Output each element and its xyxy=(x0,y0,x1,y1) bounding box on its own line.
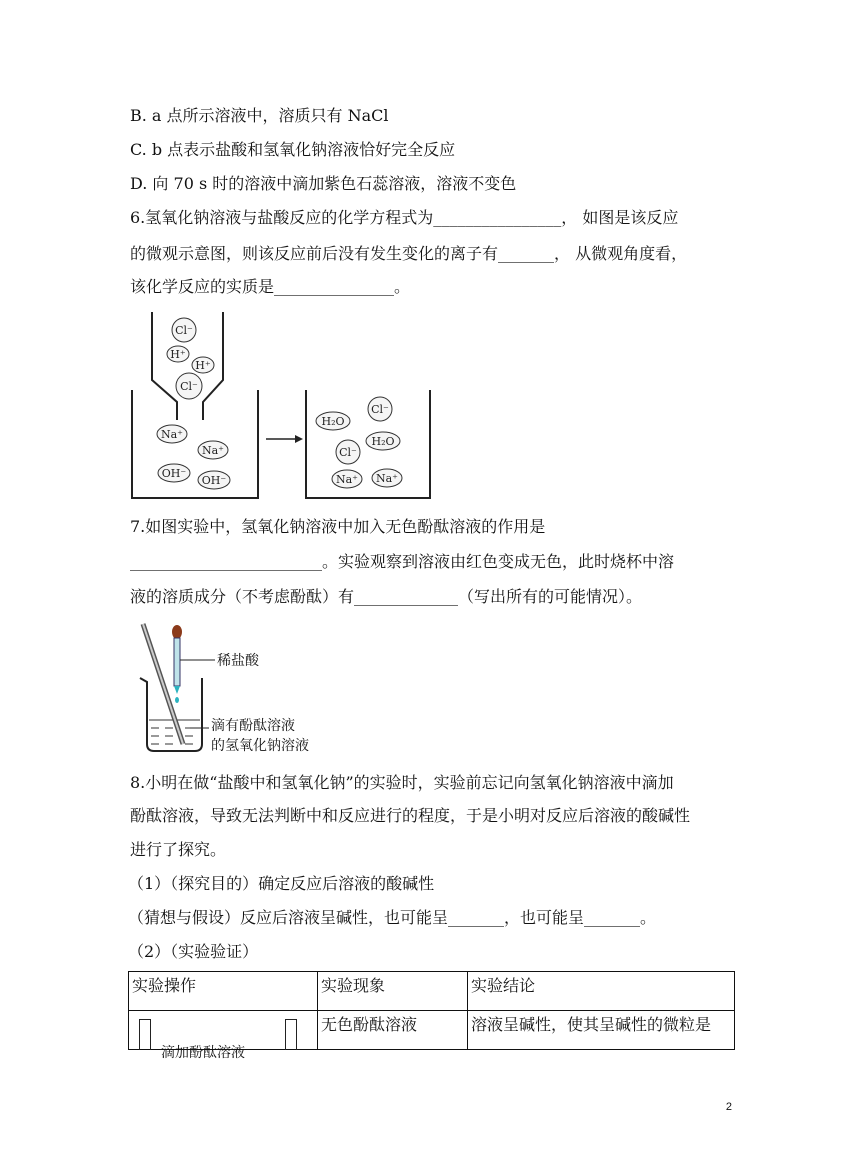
molecule-h2o-1 xyxy=(316,412,350,430)
question-6-line-3: 该化学反应的实质是_______________。 xyxy=(130,277,411,296)
question-8-part-2: （2）（实验验证） xyxy=(128,942,259,961)
svg-text:OH⁻: OH⁻ xyxy=(161,467,187,480)
question-6-line-2: 的微观示意图，则该反应前后没有发生变化的离子有_______， 从微观角度看， xyxy=(130,244,688,263)
ion-cl-3 xyxy=(368,397,392,421)
option-d: D. 向 70 s 时的溶液中滴加紫色石蕊溶液，溶液不变色 xyxy=(130,174,517,193)
cell-phenomenon: 无色酚酞溶液 xyxy=(318,1011,468,1050)
header-phenomenon: 实验现象 xyxy=(318,972,468,1011)
svg-text:Cl⁻: Cl⁻ xyxy=(180,380,198,393)
svg-text:H⁺: H⁺ xyxy=(170,348,186,361)
question-7-line-1: 7.如图实验中，氢氧化钠溶液中加入无色酚酞溶液的作用是 xyxy=(130,517,546,536)
svg-text:Cl⁻: Cl⁻ xyxy=(371,403,389,416)
question-8-hypothesis: （猜想与假设）反应后溶液呈碱性，也可能呈_______，也可能呈_______。 xyxy=(128,908,657,927)
option-b: B. a 点所示溶液中，溶质只有 NaCl xyxy=(130,106,389,125)
svg-text:OH⁻: OH⁻ xyxy=(201,474,227,487)
ion-oh-2 xyxy=(198,471,230,489)
question-8-line-3: 进行了探究。 xyxy=(130,840,227,859)
svg-text:Na⁺: Na⁺ xyxy=(376,472,398,485)
ion-na-1 xyxy=(157,425,187,443)
ion-na-2 xyxy=(198,441,228,459)
table-row xyxy=(129,1011,735,1050)
header-conclusion: 实验结论 xyxy=(468,972,735,1011)
svg-text:Cl⁻: Cl⁻ xyxy=(175,324,193,337)
table-header-row xyxy=(129,972,735,1011)
ion-na-4 xyxy=(372,469,402,487)
ion-cl-1 xyxy=(172,318,196,342)
ion-h-1 xyxy=(167,346,189,362)
svg-text:H₂O: H₂O xyxy=(371,435,395,448)
beaker-dropper-diagram xyxy=(135,620,335,760)
question-6-line-1: 6.氢氧化钠溶液与盐酸反应的化学方程式为________________， 如图是该反应 xyxy=(130,208,679,227)
svg-text:Cl⁻: Cl⁻ xyxy=(339,446,357,459)
cell-operation xyxy=(129,1011,318,1061)
cell-conclusion: 溶液呈碱性，使其呈碱性的微粒是 xyxy=(468,1011,735,1050)
option-c: C. b 点表示盐酸和氢氧化钠溶液恰好完全反应 xyxy=(130,140,456,159)
header-operation: 实验操作 xyxy=(129,972,318,1011)
question-7-line-2: ________________________。实验观察到溶液由红色变成无色，此时烧杯中溶 xyxy=(130,552,675,571)
label-solution-2: 的氢氧化钠溶液 xyxy=(211,738,309,754)
question-8-line-1: 8.小明在做“盐酸中和氢氧化钠”的实验时，实验前忘记向氢氧化钠溶液中滴加 xyxy=(130,773,674,792)
test-tube-icon xyxy=(139,1019,151,1050)
molecule-h2o-2 xyxy=(366,432,400,450)
ion-oh-1 xyxy=(158,464,190,482)
svg-text:H₂O: H₂O xyxy=(321,415,345,428)
page-number: 2 xyxy=(725,1101,732,1113)
label-dilute-hcl: 稀盐酸 xyxy=(217,653,259,669)
test-tube-icon xyxy=(285,1019,297,1050)
svg-text:Na⁺: Na⁺ xyxy=(161,428,183,441)
ion-cl-2 xyxy=(176,373,202,399)
operation-partial-text: 滴加酚酞溶液 xyxy=(161,1045,245,1061)
ion-h-2 xyxy=(192,357,214,373)
question-8-part-1: （1）（探究目的）确定反应后溶液的酸碱性 xyxy=(128,874,435,893)
svg-text:Na⁺: Na⁺ xyxy=(202,444,224,457)
svg-text:H⁺: H⁺ xyxy=(195,359,211,372)
question-7-line-3: 液的溶质成分（不考虑酚酞）有_____________（写出所有的可能情况）。 xyxy=(130,587,643,606)
ion-na-3 xyxy=(332,470,362,488)
svg-text:Na⁺: Na⁺ xyxy=(336,473,358,486)
micro-reaction-diagram xyxy=(125,308,435,503)
question-8-line-2: 酚酞溶液，导致无法判断中和反应进行的程度，于是小明对反应后溶液的酸碱性 xyxy=(130,806,691,825)
label-solution-1: 滴有酚酞溶液 xyxy=(211,718,295,734)
experiment-table xyxy=(128,971,735,1061)
ion-cl-4 xyxy=(336,440,360,464)
